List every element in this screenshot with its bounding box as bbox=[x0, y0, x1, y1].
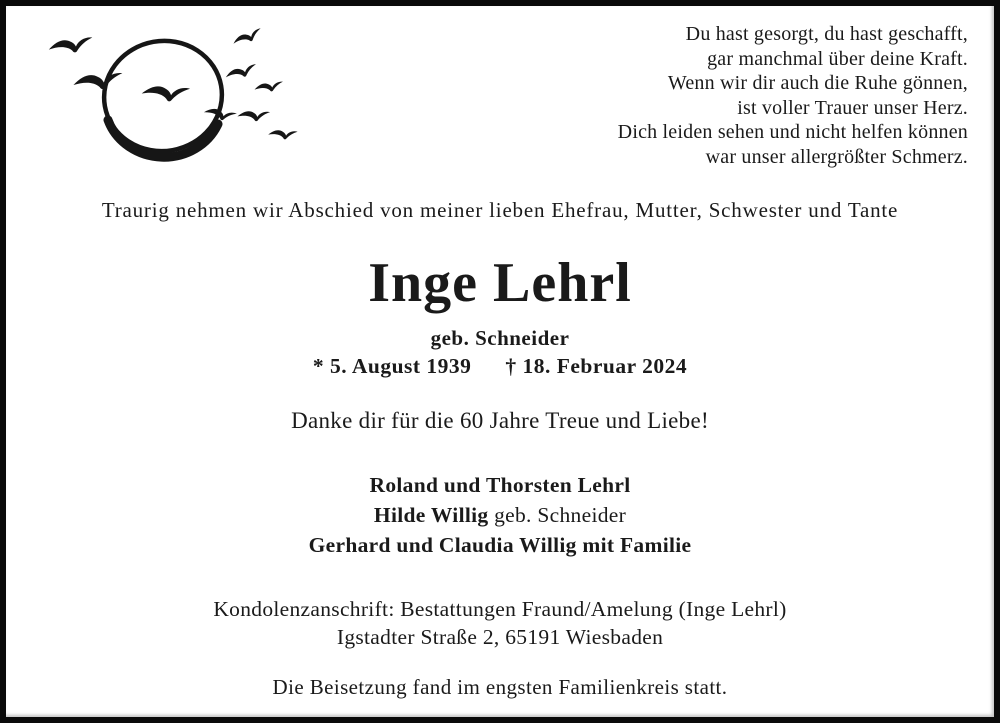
poem-line: Wenn wir dir auch die Ruhe gönnen, bbox=[667, 72, 968, 94]
mourner-line bbox=[6, 470, 994, 500]
funeral-note: Die Beisetzung fand im engsten Familienkreis statt. bbox=[272, 675, 728, 699]
poem-line: war unser allergrößter Schmerz. bbox=[705, 145, 968, 168]
deceased-name: Inge Lehrl bbox=[368, 252, 632, 314]
mourner-names: Gerhard und Claudia Willig mit Familie bbox=[308, 533, 692, 557]
farewell-line: Traurig nehmen wir Abschied von meiner lieben Ehefrau, Mutter, Schwester und Tante bbox=[101, 198, 899, 222]
mourner-line bbox=[6, 530, 994, 560]
sun-with-birds-icon bbox=[40, 24, 312, 176]
mourner-line bbox=[6, 500, 994, 530]
condolence-address bbox=[6, 595, 994, 651]
mourner-maiden-name: geb. Schneider bbox=[488, 503, 627, 527]
poem-line: gar manchmal über deine Kraft. bbox=[707, 47, 968, 70]
mourner-names: Roland und Thorsten Lehrl bbox=[369, 473, 631, 497]
mourner-names: Hilde Willig bbox=[373, 503, 489, 527]
condolence-line: Kondolenzanschrift: Bestattungen Fraund/Amelung (Inge Lehrl) bbox=[213, 597, 787, 621]
death-date: † 18. Februar 2024 bbox=[505, 354, 688, 378]
thanks-line: Danke dir für die 60 Jahre Treue und Liebe! bbox=[291, 408, 709, 433]
poem-line: Dich leiden sehen und nicht helfen können bbox=[617, 121, 968, 143]
poem-line: Du hast gesorgt, du hast geschafft, bbox=[685, 23, 968, 45]
memorial-poem bbox=[618, 22, 968, 169]
mourners-list bbox=[6, 470, 994, 560]
maiden-name: geb. Schneider bbox=[430, 326, 570, 350]
condolence-line: Igstadter Straße 2, 65191 Wiesbaden bbox=[336, 625, 664, 649]
birth-date: * 5. August 1939 bbox=[312, 354, 472, 378]
life-dates bbox=[6, 354, 994, 379]
poem-line: ist voller Trauer unser Herz. bbox=[737, 96, 968, 119]
